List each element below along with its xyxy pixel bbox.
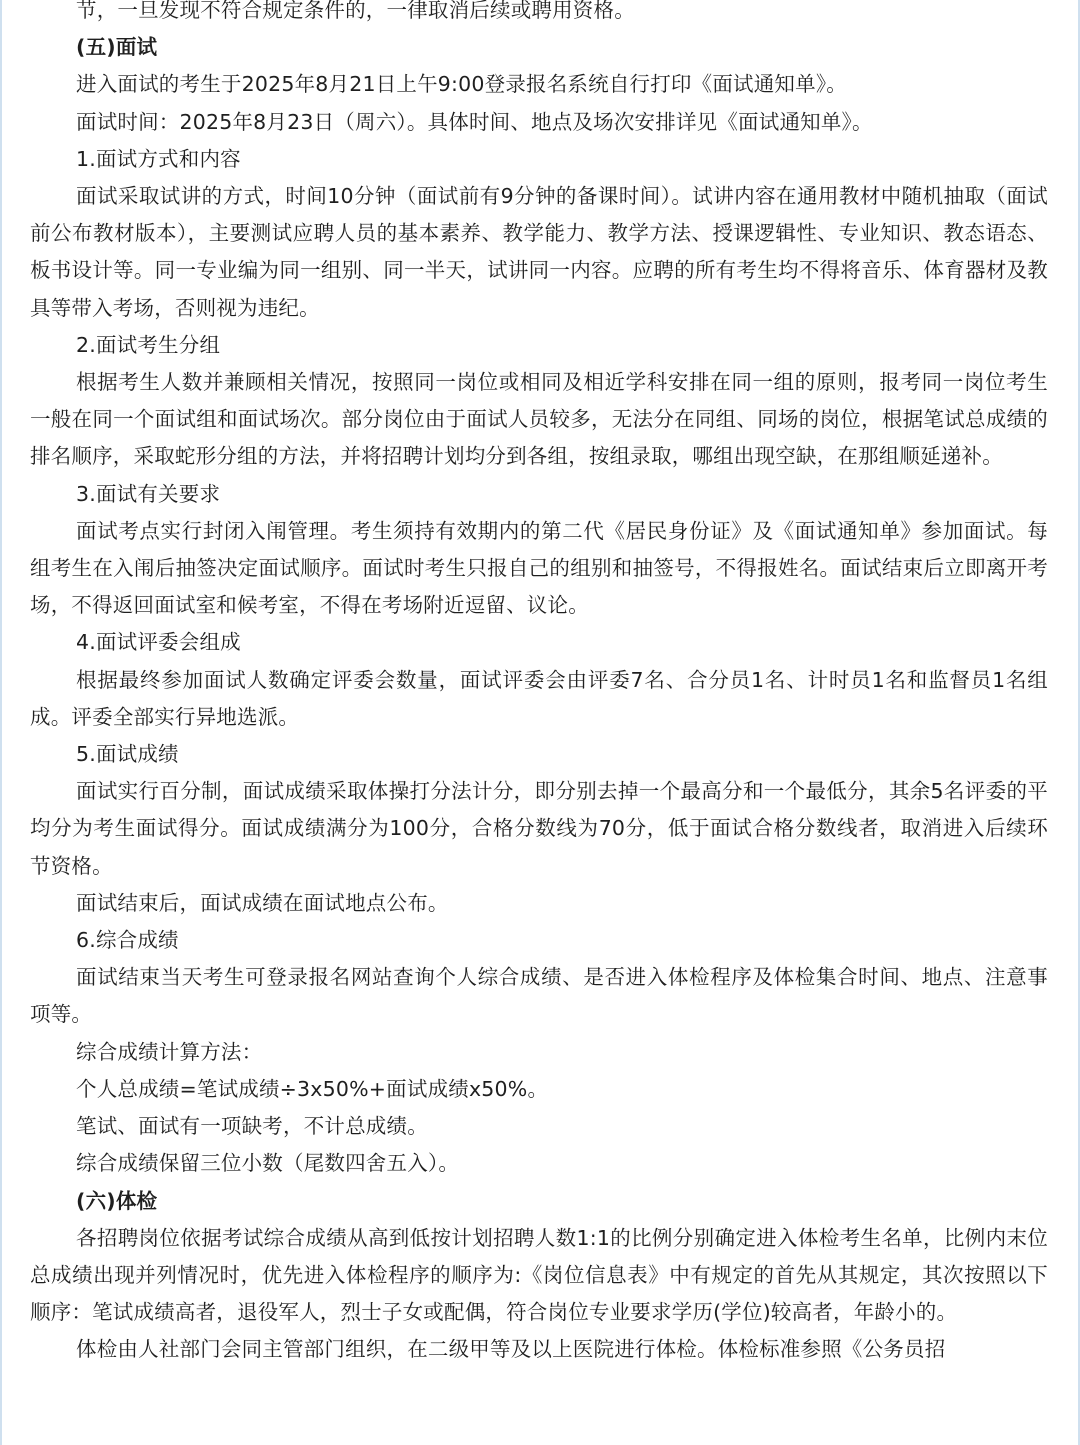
paragraph: 面试结束当天考生可登录报名网站查询个人综合成绩、是否进入体检程序及体检集合时间、地点、注意事项等。 (30, 965, 1048, 1027)
paragraph: 节，一旦发现不符合规定条件的，一律取消后续或聘用资格。 (76, 0, 635, 22)
subheading: 1.面试方式和内容 (76, 146, 241, 171)
paragraph: 综合成绩保留三位小数（尾数四舍五入）。 (76, 1151, 460, 1176)
paragraph: 面试采取试讲的方式，时间10分钟（面试前有9分钟的备课时间）。试讲内容在通用教材中随机抽取（面试前公布教材版本），主要测试应聘人员的基本素养、教学能力、教学方法、授课逻辑性、专业知识、教态语态、板书设计等。同一专业编为同一组别、同一半天，试讲同一内容。应聘的所有考生均不得将音乐、体育器材及教具等带入考场，否则视为违纪。 (30, 184, 1048, 320)
document-body (30, 0, 1048, 1369)
section-heading-medical-exam: (六)体检 (76, 1188, 158, 1213)
paragraph: 体检由人社部门会同主管部门组织，在二级甲等及以上医院进行体检。体检标准参照《公务员招 (76, 1337, 946, 1362)
paragraph: 进入面试的考生于2025年8月21日上午9:00登录报名系统自行打印《面试通知单》。 (76, 72, 847, 97)
paragraph: 根据考生人数并兼顾相关情况，按照同一岗位或相同及相近学科安排在同一组的原则，报考同一岗位考生一般在同一个面试组和面试场次。部分岗位由于面试人员较多，无法分在同组、同场的岗位，根据笔试总成绩的排名顺序，采取蛇形分组的方法，并将招聘计划均分到各组，按组录取，哪组出现空缺，在那组顺延递补。 (30, 370, 1048, 469)
paragraph: 面试实行百分制，面试成绩采取体操打分法计分，即分别去掉一个最高分和一个最低分，其余5名评委的平均分为考生面试得分。面试成绩满分为100分，合格分数线为70分，低于面试合格分数线者，取消进入后续环节资格。 (30, 779, 1048, 878)
paragraph: 面试结束后，面试成绩在面试地点公布。 (76, 890, 449, 915)
subheading: 5.面试成绩 (76, 742, 179, 767)
subheading: 6.综合成绩 (76, 928, 179, 953)
section-heading-interview: (五)面试 (76, 35, 158, 60)
paragraph: 面试时间：2025年8月23日（周六）。具体时间、地点及场次安排详见《面试通知单》。 (76, 109, 873, 134)
paragraph: 笔试、面试有一项缺考，不计总成绩。 (76, 1114, 428, 1139)
paragraph: 根据最终参加面试人数确定评委会数量，面试评委会由评委7名、合分员1名、计时员1名和监督员1名组成。评委全部实行异地选派。 (30, 667, 1048, 729)
subheading: 2.面试考生分组 (76, 332, 221, 357)
paragraph: 个人总成绩=笔试成绩÷3x50%+面试成绩x50%。 (76, 1076, 549, 1101)
paragraph: 综合成绩计算方法： (76, 1039, 263, 1064)
paragraph: 面试考点实行封闭入闱管理。考生须持有效期内的第二代《居民身份证》及《面试通知单》参加面试。每组考生在入闱后抽签决定面试顺序。面试时考生只报自己的组别和抽签号，不得报姓名。面试结束后立即离开考场，不得返回面试室和候考室，不得在考场附近逗留、议论。 (30, 518, 1048, 618)
subheading: 3.面试有关要求 (76, 481, 221, 506)
paragraph: 各招聘岗位依据考试综合成绩从高到低按计划招聘人数1:1的比例分别确定进入体检考生名单，比例内末位总成绩出现并列情况时，优先进入体检程序的顺序为:《岗位信息表》中有规定的首先从其规定，其次按照以下顺序：笔试成绩高者，退役军人，烈士子女或配偶，符合岗位专业要求学历(学位)较高者，年龄小的。 (30, 1225, 1048, 1325)
subheading: 4.面试评委会组成 (76, 630, 241, 655)
